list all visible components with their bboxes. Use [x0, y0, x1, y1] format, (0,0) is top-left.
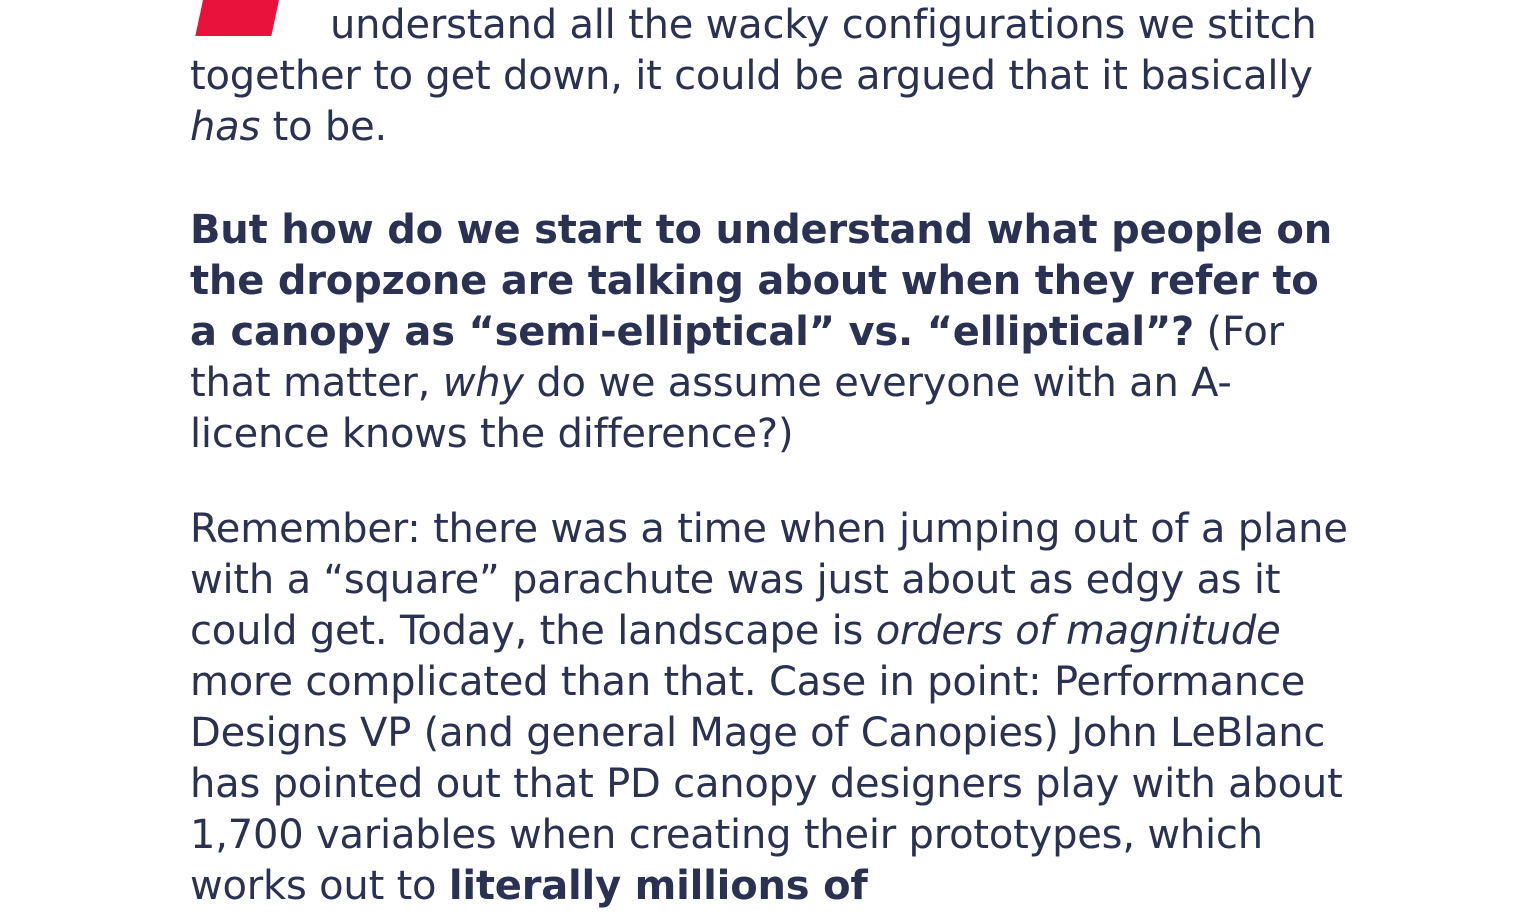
paragraph-1-text-1: understand all the wacky configurations we stitch together to get down, it could be argued that it basically [190, 2, 1317, 99]
paragraph-3-text-1: Remember: there was a time when jumping out of a plane with a “square” parachute was just about as edgy as it could get. Today, the landscape is [190, 506, 1348, 654]
paragraph-2-lede-bold: But how do we start to understand what people on the dropzone are talking about when they refer to a canopy as “semi-elliptical” vs. “elliptical”? [190, 207, 1332, 355]
paragraph-3 [190, 504, 1348, 912]
paragraph-3-bold-tail: literally millions of [448, 863, 868, 909]
paragraph-2 [190, 205, 1348, 460]
paragraph-3-text-2: more complicated than that. Case in point: Performance Designs VP (and general Mage of Canopies) John LeBlanc has pointed out that PD canopy designers play with about 1,700 variables when creating their prototypes, which works out to [190, 659, 1343, 909]
paragraph-1-emphasis-has: has [190, 104, 261, 150]
paragraph-2-text-1: (For that matter, [190, 309, 1284, 406]
paragraph-1-text-2: to be. [260, 104, 388, 150]
article-scroll-region[interactable] [190, 0, 1348, 924]
paragraph-3-emphasis-orders-of-magnitude: orders of magnitude [875, 608, 1281, 654]
paragraph-2-emphasis-why: why [442, 360, 524, 406]
paragraph-2-text-2: do we assume everyone with an A-licence knows the difference?) [190, 360, 1232, 457]
paragraph-1 [190, 0, 1348, 153]
red-parallelogram-mark [195, 0, 280, 36]
article-body [190, 0, 1348, 912]
